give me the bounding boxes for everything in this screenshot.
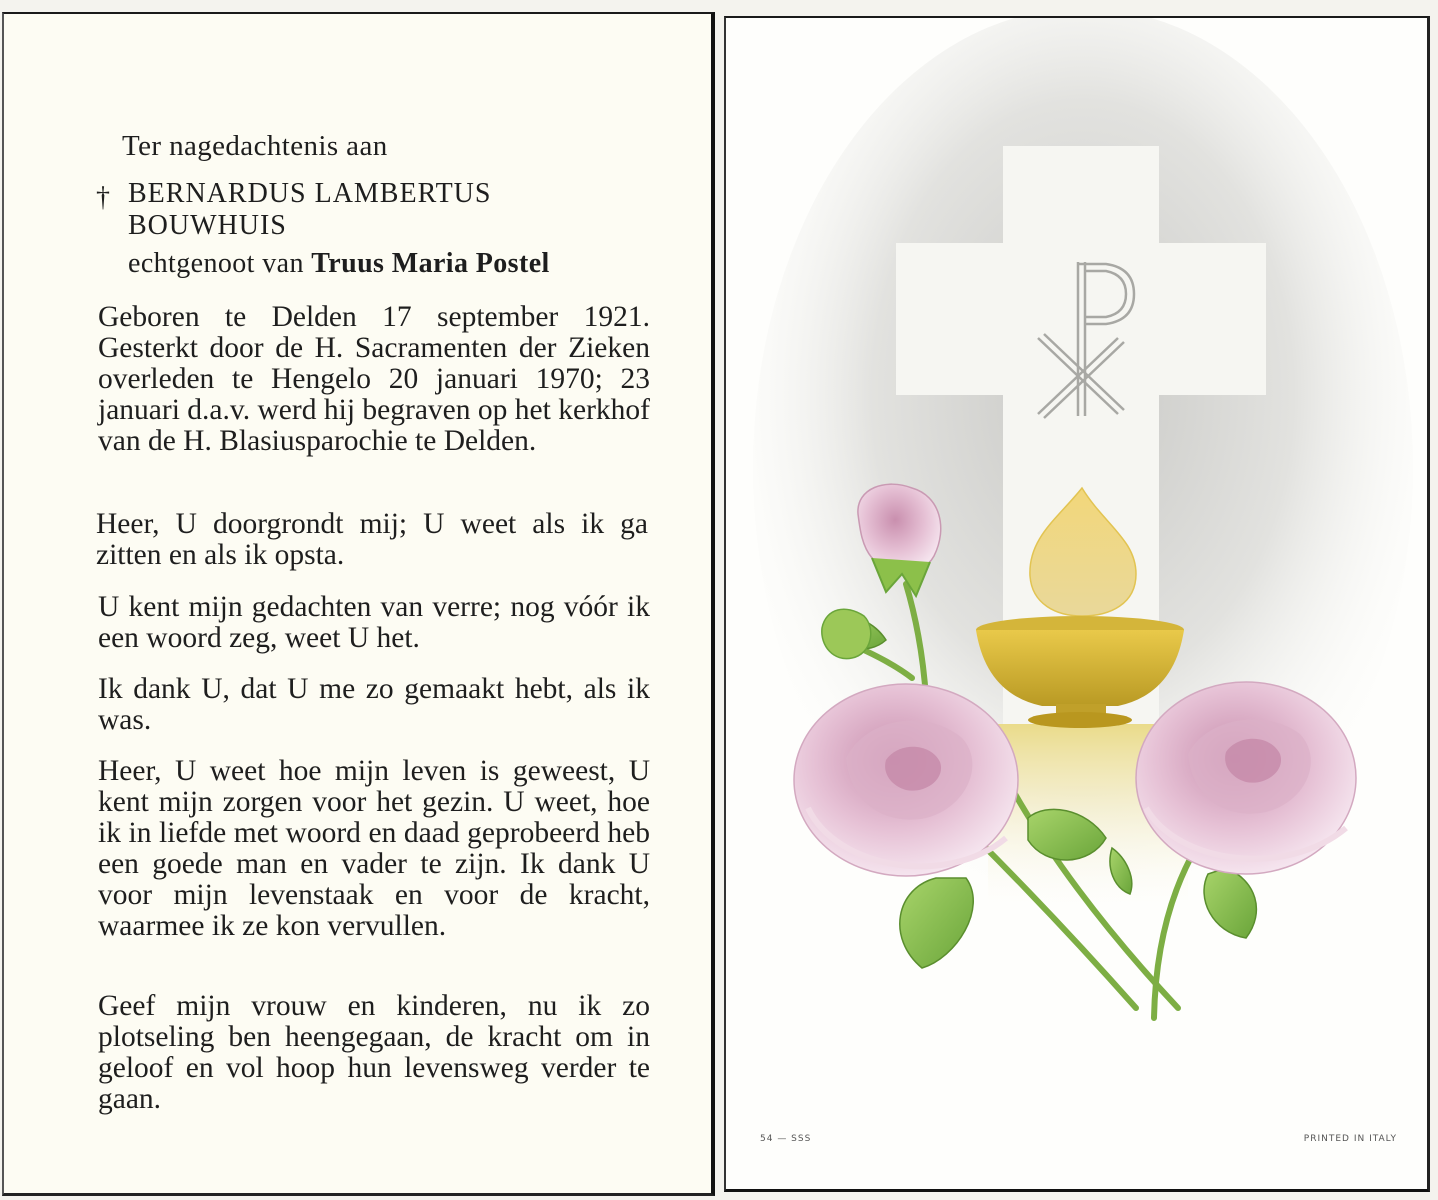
deceased-name [128, 178, 491, 242]
devotional-illustration [726, 18, 1426, 1118]
spouse-prefix: echtgenoot van [128, 248, 304, 279]
prayer-paragraph: U kent mijn gedachten van verre; nog vóór ik een woord zeg, weet U het. [98, 591, 650, 654]
prayer-paragraph: Geef mijn vrouw en kinderen, nu ik zo plotseling ben heengegaan, de kracht om in geloof en vol hoop hun levensweg verder te gaan. [98, 990, 650, 1115]
cross-symbol: † [96, 182, 111, 213]
devotional-image-card [724, 16, 1430, 1192]
spouse-line [128, 248, 550, 280]
spouse-name: Truus Maria Postel [311, 248, 550, 279]
prayer-paragraph: Heer, U weet hoe mijn leven is geweest, U kent mijn zorgen voor het gezin. U weet, hoe ik in liefde met woord en daad geprobeerd heb een goede man en vader te zijn. Ik dank U voor mijn levenstaak en voor de kracht, waarmee ik ze kon vervullen. [98, 755, 650, 942]
rosebud-small-icon [822, 609, 871, 658]
printed-in-label: PRINTED IN ITALY [1303, 1134, 1397, 1144]
memorial-text-card [2, 12, 715, 1196]
biography-paragraph: Geboren te Delden 17 september 1921. Gesterkt door de H. Sacramenten der Zieken overleden te Hengelo 20 januari 1970; 23 januari d.a.v. werd hij begraven op het kerkhof van de H. Blasiusparochie te Delden. [98, 301, 650, 457]
prayer-paragraph: Heer, U doorgrondt mij; U weet als ik ga zitten en als ik opsta. [96, 508, 648, 571]
memorial-intro: Ter nagedachtenis aan [122, 130, 388, 162]
print-code: 54 — SSS [760, 1134, 812, 1144]
prayer-paragraph: Ik dank U, dat U me zo gemaakt hebt, als ik was. [98, 673, 650, 736]
rose-large-left-icon [794, 684, 1018, 876]
rose-large-right-icon [1136, 682, 1356, 874]
deceased-name-line1: BERNARDUS LAMBERTUS [128, 178, 492, 209]
deceased-name-line2: BOUWHUIS [128, 210, 287, 241]
